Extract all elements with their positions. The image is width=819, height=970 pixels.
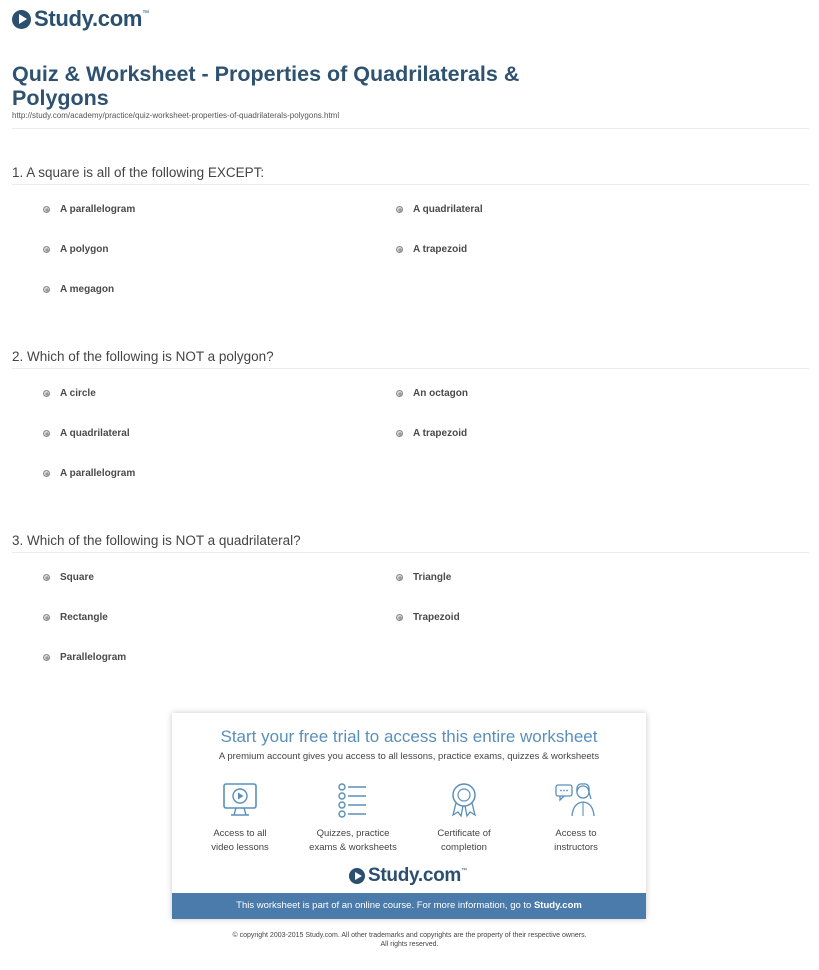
copyright-text: © copyright 2003-2015 Study.com. All other trademarks and copyrights are the property of their respective owners. bbox=[232, 932, 587, 939]
answer-option[interactable] bbox=[396, 204, 483, 215]
certificate-icon bbox=[444, 781, 484, 819]
play-icon bbox=[349, 868, 365, 884]
video-lessons-icon bbox=[220, 781, 260, 819]
option-label: A polygon bbox=[60, 244, 109, 255]
answer-option[interactable] bbox=[396, 572, 451, 583]
answer-option[interactable] bbox=[43, 468, 135, 479]
radio-button[interactable] bbox=[396, 390, 403, 397]
feature-label: Quizzes, practice exams & worksheets bbox=[309, 828, 397, 853]
trademark-symbol: ™ bbox=[142, 10, 150, 17]
radio-button[interactable] bbox=[43, 654, 50, 661]
page-url: http://study.com/academy/practice/quiz-worksheet-properties-of-quadrilaterals-polygons.html bbox=[12, 111, 340, 120]
feature-instructors bbox=[521, 781, 631, 855]
divider bbox=[12, 368, 809, 369]
logo-text: Study.com bbox=[34, 6, 143, 31]
option-label: Triangle bbox=[413, 572, 452, 583]
copyright-footer bbox=[0, 931, 819, 949]
study-logo[interactable] bbox=[12, 6, 149, 32]
answer-option[interactable] bbox=[43, 284, 114, 295]
option-label: A circle bbox=[60, 388, 96, 399]
option-label: A parallelogram bbox=[60, 468, 136, 479]
answer-option[interactable] bbox=[396, 612, 460, 623]
divider bbox=[12, 128, 809, 129]
radio-button[interactable] bbox=[43, 390, 50, 397]
course-info-bar bbox=[172, 893, 646, 919]
divider bbox=[12, 552, 809, 553]
option-label: A trapezoid bbox=[413, 428, 468, 439]
option-label: Trapezoid bbox=[413, 612, 460, 623]
answer-option[interactable] bbox=[396, 244, 467, 255]
feature-label: Certificate of completion bbox=[437, 828, 491, 853]
feature-video-lessons bbox=[185, 781, 295, 855]
logo-text: Study.com bbox=[368, 865, 462, 886]
radio-button[interactable] bbox=[396, 206, 403, 213]
radio-button[interactable] bbox=[396, 430, 403, 437]
radio-button[interactable] bbox=[43, 470, 50, 477]
option-label: A quadrilateral bbox=[60, 428, 130, 439]
answer-option[interactable] bbox=[43, 428, 130, 439]
radio-button[interactable] bbox=[396, 246, 403, 253]
divider bbox=[12, 184, 809, 185]
promo-headline[interactable]: Start your free trial to access this entire worksheet bbox=[220, 727, 598, 746]
question-3: 3. Which of the following is NOT a quadrilateral? bbox=[12, 533, 301, 548]
answer-option[interactable] bbox=[43, 244, 109, 255]
course-info-text: This worksheet is part of an online course. For more information, go to bbox=[236, 900, 532, 911]
rights-text: All rights reserved. bbox=[380, 941, 439, 948]
answer-option[interactable] bbox=[396, 428, 467, 439]
answer-option[interactable] bbox=[43, 388, 96, 399]
radio-button[interactable] bbox=[43, 574, 50, 581]
question-2: 2. Which of the following is NOT a polygon? bbox=[12, 349, 274, 364]
quiz-list-icon bbox=[333, 781, 373, 819]
option-label: A parallelogram bbox=[60, 204, 136, 215]
answer-option[interactable] bbox=[396, 388, 468, 399]
radio-button[interactable] bbox=[396, 614, 403, 621]
option-label: A megagon bbox=[60, 284, 115, 295]
radio-button[interactable] bbox=[43, 286, 50, 293]
option-label: Square bbox=[60, 572, 94, 583]
answer-option[interactable] bbox=[43, 572, 94, 583]
study-com-link[interactable]: Study.com bbox=[533, 900, 582, 911]
option-label: Rectangle bbox=[60, 612, 108, 623]
option-label: An octagon bbox=[413, 388, 468, 399]
feature-label: Access to all video lessons bbox=[211, 828, 269, 853]
answer-option[interactable] bbox=[43, 204, 135, 215]
feature-label: Access to instructors bbox=[554, 828, 598, 853]
trademark-symbol: ™ bbox=[461, 868, 468, 874]
radio-button[interactable] bbox=[43, 246, 50, 253]
radio-button[interactable] bbox=[43, 430, 50, 437]
study-logo[interactable] bbox=[349, 865, 467, 887]
free-trial-promo bbox=[172, 713, 646, 919]
promo-subheadline: A premium account gives you access to all lessons, practice exams, quizzes & worksheets bbox=[218, 751, 600, 762]
answer-option[interactable] bbox=[43, 612, 108, 623]
feature-quizzes bbox=[298, 781, 408, 855]
play-icon bbox=[12, 10, 31, 29]
radio-button[interactable] bbox=[43, 614, 50, 621]
question-1: 1. A square is all of the following EXCEPT: bbox=[12, 165, 265, 180]
option-label: A trapezoid bbox=[413, 244, 468, 255]
radio-button[interactable] bbox=[43, 206, 50, 213]
option-label: Parallelogram bbox=[60, 652, 127, 663]
instructor-icon bbox=[554, 781, 598, 819]
page-title: Quiz & Worksheet - Properties of Quadrilaterals & Polygons bbox=[12, 62, 520, 110]
answer-option[interactable] bbox=[43, 652, 126, 663]
option-label: A quadrilateral bbox=[413, 204, 483, 215]
feature-certificate bbox=[409, 781, 519, 855]
radio-button[interactable] bbox=[396, 574, 403, 581]
